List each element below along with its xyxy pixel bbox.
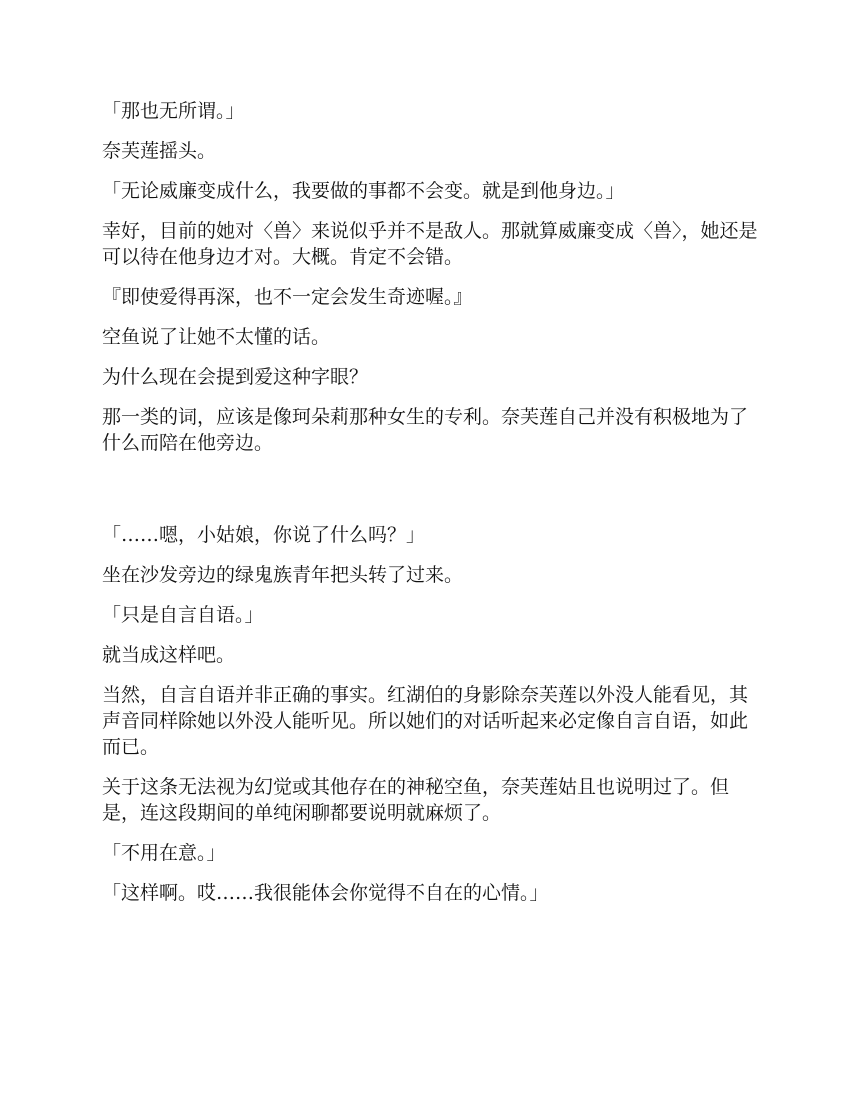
text-body — [102, 98, 762, 920]
paragraph: 「这样啊。哎……我很能体会你觉得不自在的心情。」 — [102, 882, 549, 904]
paragraph: 「无论威廉变成什么，我要做的事都不会变。就是到他身边。」 — [102, 180, 625, 202]
paragraph: 奈芙莲摇头。 — [102, 140, 217, 162]
scene-break — [102, 470, 762, 522]
paragraph: 当然，自言自语并非正确的事实。红湖伯的身影除奈芙莲以外没人能看见，其声音同样除她以外没人能听见。所以她们的对话听起来必定像自言自语，如此而已。 — [102, 684, 749, 758]
paragraph: 为什么现在会提到爱这种字眼？ — [102, 366, 369, 388]
paragraph: 幸好，目前的她对〈兽〉来说似乎并不是敌人。那就算威廉变成〈兽〉，她还是可以待在他身边才对。大概。肯定不会错。 — [102, 220, 758, 268]
paragraph: 「只是自言自语。」 — [102, 604, 264, 626]
paragraph: 空鱼说了让她不太懂的话。 — [102, 326, 331, 348]
paragraph: 「那也无所谓。」 — [102, 100, 245, 122]
paragraph: 就当成这样吧。 — [102, 644, 236, 666]
paragraph: 「不用在意。」 — [102, 842, 226, 864]
paragraph: 『即使爱得再深，也不一定会发生奇迹喔。』 — [102, 286, 473, 308]
paragraph: 「……嗯，小姑娘，你说了什么吗？」 — [102, 524, 426, 546]
paragraph: 那一类的词，应该是像珂朵莉那种女生的专利。奈芙莲自己并没有积极地为了什么而陪在他旁边。 — [102, 406, 749, 454]
paragraph: 关于这条无法视为幻觉或其他存在的神秘空鱼，奈芙莲姑且也说明过了。但是，连这段期间的单纯闲聊都要说明就麻烦了。 — [102, 776, 730, 824]
paragraph: 坐在沙发旁边的绿鬼族青年把头转了过来。 — [102, 564, 464, 586]
